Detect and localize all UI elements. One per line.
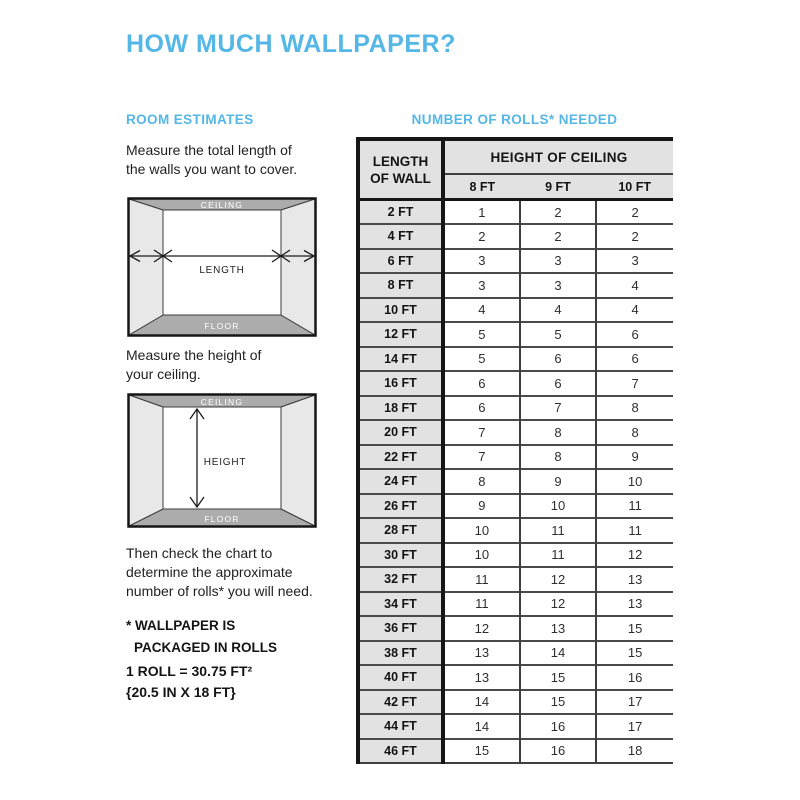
roll-count-cell: 3 (443, 249, 520, 274)
room-estimates-heading: ROOM ESTIMATES (126, 112, 254, 127)
table-row (358, 690, 673, 715)
table-row (358, 469, 673, 494)
column-header-8ft: 8 FT (443, 174, 520, 200)
row-label: 14 FT (358, 347, 443, 372)
roll-count-cell: 3 (596, 249, 673, 274)
roll-count-cell: 16 (596, 665, 673, 690)
row-label: 18 FT (358, 396, 443, 421)
roll-count-cell: 15 (443, 739, 520, 764)
roll-count-cell: 5 (520, 322, 597, 347)
table-row (358, 665, 673, 690)
roll-count-cell: 10 (520, 494, 597, 519)
roll-count-cell: 2 (443, 224, 520, 249)
roll-count-cell: 6 (443, 396, 520, 421)
roll-spec (126, 661, 252, 703)
column-header-10ft: 10 FT (596, 174, 673, 200)
roll-count-cell: 15 (596, 641, 673, 666)
table-row (358, 371, 673, 396)
roll-count-cell: 11 (520, 518, 597, 543)
roll-count-cell: 12 (443, 616, 520, 641)
footnote-line1: * WALLPAPER IS (126, 618, 236, 633)
row-label: 22 FT (358, 445, 443, 470)
roll-count-cell: 11 (596, 518, 673, 543)
table-row (358, 273, 673, 298)
table-row (358, 494, 673, 519)
page-title: HOW MUCH WALLPAPER? (126, 30, 456, 58)
roll-spec-line1: 1 ROLL = 30.75 FT² (126, 663, 253, 679)
row-label: 10 FT (358, 298, 443, 323)
roll-count-cell: 11 (443, 567, 520, 592)
table-row (358, 714, 673, 739)
step3-text (126, 544, 313, 601)
row-group-header-line1: LENGTH (372, 153, 429, 169)
table-row (358, 420, 673, 445)
rolls-table-body (358, 200, 673, 764)
roll-count-cell: 13 (443, 665, 520, 690)
roll-count-cell: 15 (520, 690, 597, 715)
roll-count-cell: 2 (596, 224, 673, 249)
table-row (358, 616, 673, 641)
row-group-header-line2: OF WALL (370, 170, 431, 186)
row-label: 44 FT (358, 714, 443, 739)
roll-count-cell: 16 (520, 714, 597, 739)
group-header-row (358, 139, 673, 174)
row-label: 32 FT (358, 567, 443, 592)
roll-count-cell: 16 (520, 739, 597, 764)
roll-count-cell: 13 (520, 616, 597, 641)
roll-count-cell: 17 (596, 690, 673, 715)
step2-text (126, 346, 261, 384)
table-row (358, 298, 673, 323)
step3-line2: determine the approximate (126, 564, 293, 580)
table-row (358, 224, 673, 249)
roll-count-cell: 2 (520, 224, 597, 249)
roll-count-cell: 13 (596, 567, 673, 592)
step2-line2: your ceiling. (126, 366, 201, 382)
room-height-diagram (127, 393, 317, 528)
roll-count-cell: 6 (443, 371, 520, 396)
roll-count-cell: 9 (443, 494, 520, 519)
roll-count-cell: 6 (596, 347, 673, 372)
roll-count-cell: 10 (443, 518, 520, 543)
roll-count-cell: 2 (520, 200, 597, 225)
roll-count-cell: 14 (443, 714, 520, 739)
roll-count-cell: 3 (443, 273, 520, 298)
roll-count-cell: 12 (596, 543, 673, 568)
row-label: 34 FT (358, 592, 443, 617)
back-wall (163, 210, 281, 315)
row-label: 36 FT (358, 616, 443, 641)
rolls-table (356, 137, 673, 764)
roll-count-cell: 8 (596, 396, 673, 421)
roll-count-cell: 7 (443, 420, 520, 445)
height-label: HEIGHT (203, 457, 247, 468)
roll-spec-line2: {20.5 IN X 18 FT} (126, 684, 236, 700)
length-label: LENGTH (199, 265, 245, 276)
row-label: 30 FT (358, 543, 443, 568)
row-label: 6 FT (358, 249, 443, 274)
roll-count-cell: 5 (443, 347, 520, 372)
roll-count-cell: 11 (596, 494, 673, 519)
row-label: 46 FT (358, 739, 443, 764)
ceiling-label: CEILING (200, 200, 244, 210)
row-label: 2 FT (358, 200, 443, 225)
rolls-footnote (126, 615, 277, 659)
row-label: 28 FT (358, 518, 443, 543)
roll-count-cell: 6 (596, 322, 673, 347)
step2-line1: Measure the height of (126, 347, 262, 363)
roll-count-cell: 15 (596, 616, 673, 641)
roll-count-cell: 8 (520, 445, 597, 470)
roll-count-cell: 11 (520, 543, 597, 568)
row-label: 20 FT (358, 420, 443, 445)
roll-count-cell: 14 (443, 690, 520, 715)
footnote-line2: PACKAGED IN ROLLS (134, 640, 278, 655)
column-header-9ft: 9 FT (520, 174, 597, 200)
roll-count-cell: 14 (520, 641, 597, 666)
roll-count-cell: 4 (596, 273, 673, 298)
table-row (358, 641, 673, 666)
roll-count-cell: 2 (596, 200, 673, 225)
row-label: 8 FT (358, 273, 443, 298)
roll-count-cell: 12 (520, 592, 597, 617)
column-group-header: HEIGHT OF CEILING (443, 139, 673, 174)
roll-count-cell: 3 (520, 273, 597, 298)
table-row (358, 518, 673, 543)
rolls-table-heading: NUMBER OF ROLLS* NEEDED (411, 112, 618, 127)
row-label: 12 FT (358, 322, 443, 347)
roll-count-cell: 9 (596, 445, 673, 470)
roll-count-cell: 3 (520, 249, 597, 274)
roll-count-cell: 4 (443, 298, 520, 323)
room-length-diagram (127, 197, 317, 337)
floor-label: FLOOR (204, 514, 240, 524)
table-row (358, 396, 673, 421)
right-wall (281, 395, 315, 526)
table-row (358, 739, 673, 764)
left-wall (129, 199, 163, 335)
step3-line1: Then check the chart to (126, 545, 273, 561)
roll-count-cell: 15 (520, 665, 597, 690)
rolls-table-head (358, 139, 673, 200)
ceiling-label: CEILING (200, 397, 244, 407)
table-row (358, 249, 673, 274)
row-label: 4 FT (358, 224, 443, 249)
row-group-header (358, 139, 443, 200)
table-row (358, 592, 673, 617)
roll-count-cell: 6 (520, 347, 597, 372)
roll-count-cell: 4 (520, 298, 597, 323)
roll-count-cell: 8 (596, 420, 673, 445)
roll-count-cell: 10 (443, 543, 520, 568)
roll-count-cell: 17 (596, 714, 673, 739)
table-row (358, 445, 673, 470)
roll-count-cell: 7 (596, 371, 673, 396)
table-row (358, 543, 673, 568)
roll-count-cell: 11 (443, 592, 520, 617)
table-row (358, 200, 673, 225)
roll-count-cell: 4 (596, 298, 673, 323)
roll-count-cell: 7 (520, 396, 597, 421)
roll-count-cell: 5 (443, 322, 520, 347)
floor-label: FLOOR (204, 321, 240, 331)
roll-count-cell: 1 (478, 204, 486, 220)
step3-line3: number of rolls* you will need. (126, 583, 313, 599)
row-label: 24 FT (358, 469, 443, 494)
table-row (358, 322, 673, 347)
row-label: 38 FT (358, 641, 443, 666)
roll-count-cell: 9 (520, 469, 597, 494)
step1-line1: Measure the total length of (126, 142, 292, 158)
roll-count-cell: 13 (443, 641, 520, 666)
roll-count-cell: 10 (596, 469, 673, 494)
roll-count-cell: 18 (596, 739, 673, 764)
table-row (358, 347, 673, 372)
step1-line2: the walls you want to cover. (126, 161, 298, 177)
left-wall (129, 395, 163, 526)
roll-count-cell: 8 (443, 469, 520, 494)
row-label: 16 FT (358, 371, 443, 396)
row-label: 26 FT (358, 494, 443, 519)
roll-count-cell: 13 (596, 592, 673, 617)
table-row (358, 567, 673, 592)
right-wall (281, 199, 315, 335)
roll-count-cell: 7 (443, 445, 520, 470)
roll-count-cell: 12 (520, 567, 597, 592)
roll-count-cell: 6 (520, 371, 597, 396)
row-label: 42 FT (358, 690, 443, 715)
row-label: 40 FT (358, 665, 443, 690)
roll-count-cell: 8 (520, 420, 597, 445)
step1-text (126, 141, 297, 179)
